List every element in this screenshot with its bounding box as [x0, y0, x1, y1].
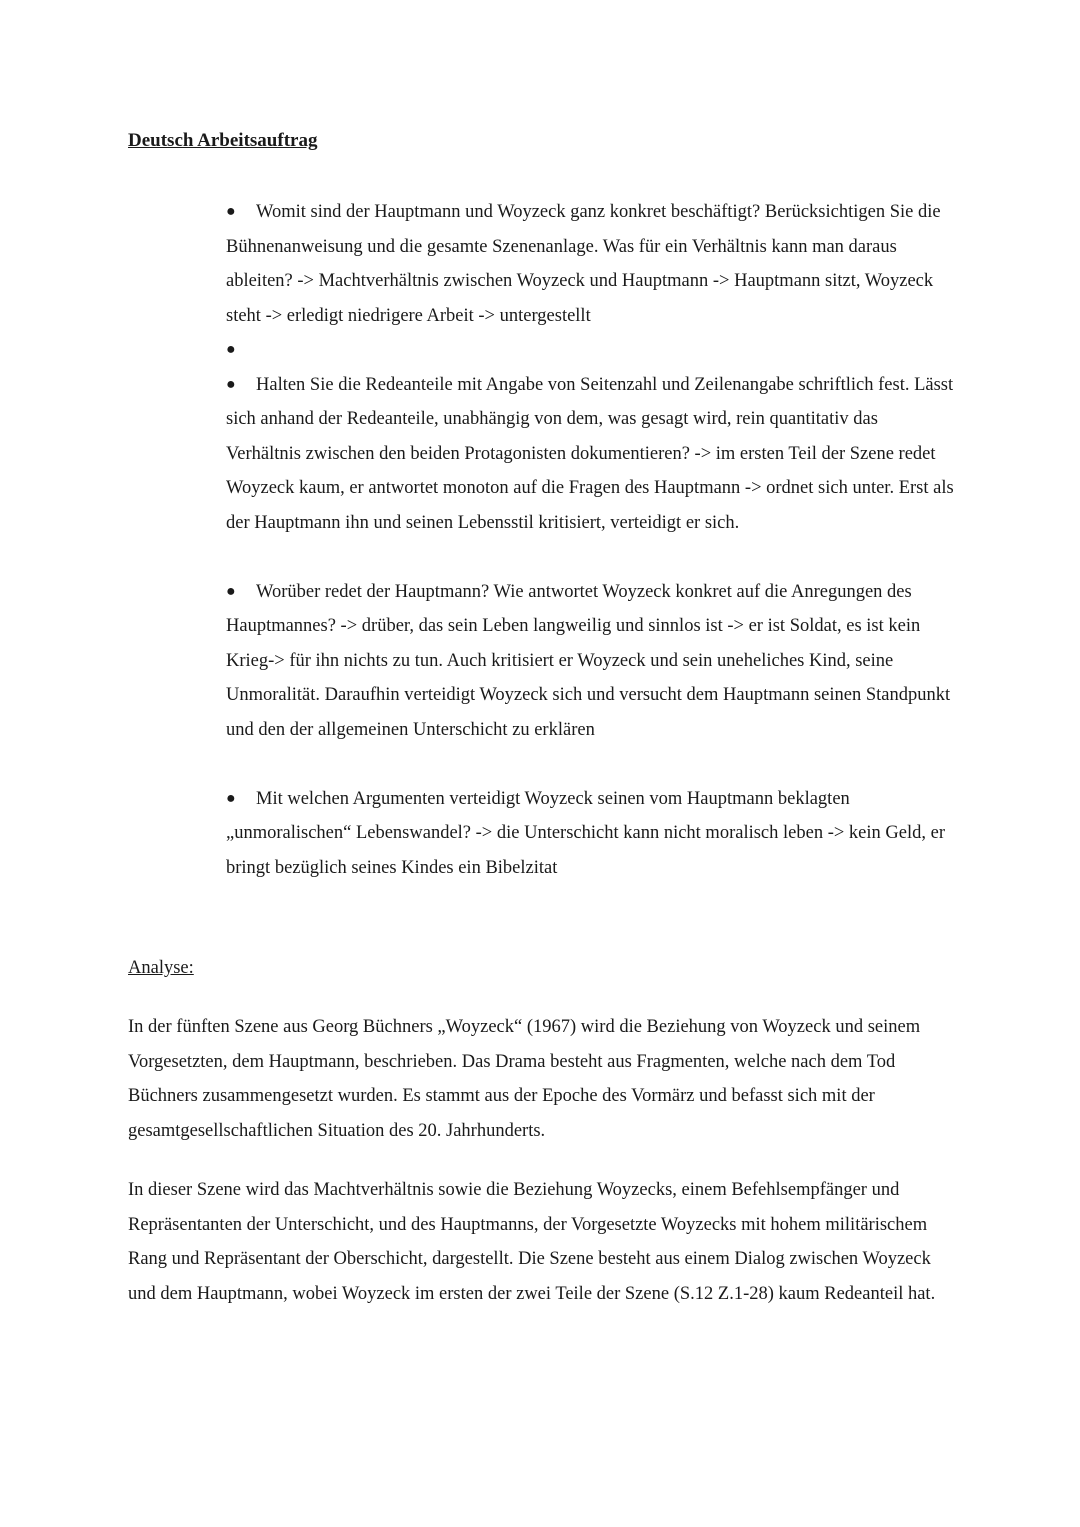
- bullet-icon: ●: [226, 203, 236, 220]
- task-list: [226, 195, 956, 885]
- analysis-paragraph-2: In dieser Szene wird das Machtverhältnis sowie die Beziehung Woyzecks, einem Befehlsempfänger und Repräsentanten der Unterschicht, und des Hauptmanns, der Vorgesetzte Woyzecks mit hohem militärischem Rang und Repräsentant der Oberschicht, dargestellt. Die Szene besteht aus einem Dialog zwischen Woyzeck und dem Hauptmann, wobei Woyzeck im ersten der zwei Teile der Szene (S.12 Z.1-28) kaum Redeanteil hat.: [128, 1180, 936, 1304]
- task-item-4: [226, 575, 956, 748]
- task-item-1: [226, 195, 956, 333]
- task-text-1: Womit sind der Hauptmann und Woyzeck ganz konkret beschäftigt? Berücksichtigen Sie die Bühnenanweisung und die gesamte Szenenanlage. Was für ein Verhältnis kann man daraus ableiten? -> Machtverhältnis zwischen Woyzeck und Hauptmann -> Hauptmann sitzt, Woyzeck steht -> erledigt niedrigere Arbeit -> untergestellt: [226, 202, 941, 326]
- task-item-5: [226, 782, 956, 886]
- task-text-5: Mit welchen Argumenten verteidigt Woyzeck seinen vom Hauptmann beklagten „unmoralischen“ Lebenswandel? -> die Unterschicht kann nicht moralisch leben -> kein Geld, er bringt bezüglich seines Kindes ein Bibelzitat: [226, 788, 945, 878]
- bullet-icon: ●: [226, 375, 236, 393]
- analysis-heading: Analyse:: [128, 958, 194, 978]
- analysis-paragraph-1: In der fünften Szene aus Georg Büchners „Woyzeck“ (1967) wird die Beziehung von Woyzeck und seinem Vorgesetzten, dem Hauptmann, beschrieben. Das Drama besteht aus Fragmenten, welche nach dem Tod Büchners zusammengesetzt wurden. Es stammt aus der Epoche des Vormärz und befasst sich mit der gesamtgesellschaftlichen Situation des 20. Jahrhunderts.: [128, 1017, 921, 1141]
- document-title: Deutsch Arbeitsauftrag: [128, 130, 318, 151]
- task-item-3: [226, 368, 956, 541]
- task-item-2: [226, 333, 956, 368]
- task-text-4: Worüber redet der Hauptmann? Wie antwortet Woyzeck konkret auf die Anregungen des Hauptmannes? -> drüber, das sein Leben langweilig und sinnlos ist -> er ist Soldat, es ist kein Krieg-> für ihn nichts zu tun. Auch kritisiert er Woyzeck und sein uneheliches Kind, seine Unmoralität. Daraufhin verteidigt Woyzeck sich und versucht dem Hauptmann seinen Standpunkt und den der allgemeinen Unterschicht zu erklären: [226, 581, 951, 740]
- bullet-icon: ●: [226, 582, 236, 600]
- bullet-icon: ●: [226, 341, 236, 358]
- spacer: [226, 747, 956, 782]
- task-text-3: Halten Sie die Redeanteile mit Angabe von Seitenzahl und Zeilenangabe schriftlich fest. Lässt sich anhand der Redeanteile, unabhängig von dem, was gesagt wird, rein quantitativ das Verhältnis zwischen den beiden Protagonisten dokumentieren? -> im ersten Teil der Szene redet Woyzeck kaum, er antwortet monoton auf die Fragen des Hauptmann -> ordnet sich unter. Erst als der Hauptmann ihn und seinen Lebensstil kritisiert, verteidigt er sich.: [226, 374, 954, 533]
- spacer: [226, 540, 956, 575]
- bullet-icon: ●: [226, 789, 236, 807]
